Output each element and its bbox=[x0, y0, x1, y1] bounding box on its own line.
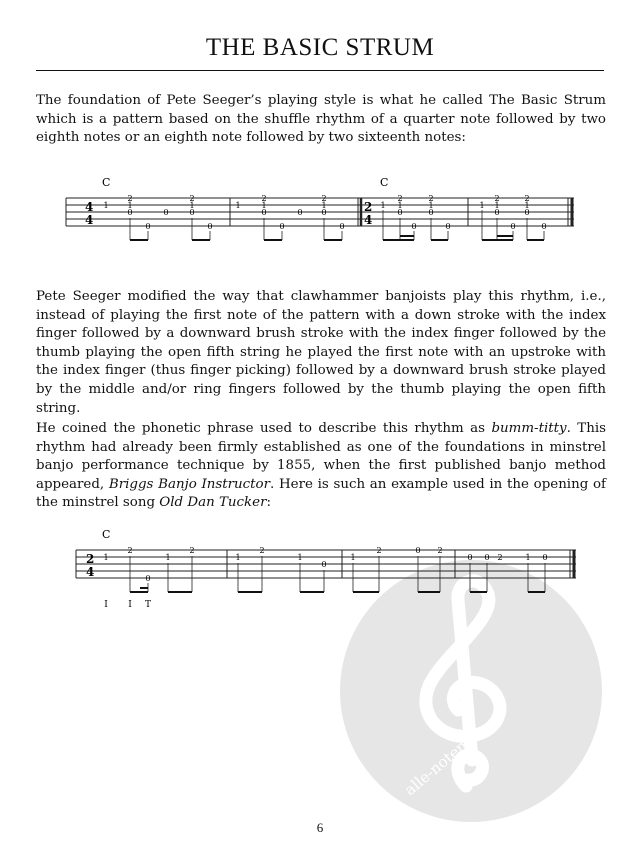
svg-text:1: 1 bbox=[165, 553, 171, 562]
svg-text:1: 1 bbox=[525, 553, 531, 562]
svg-text:0: 0 bbox=[321, 560, 327, 569]
svg-text:0: 0 bbox=[524, 208, 530, 217]
svg-text:1: 1 bbox=[235, 553, 241, 562]
page-title: THE BASIC STRUM bbox=[205, 34, 435, 61]
tab-example-1 bbox=[0, 160, 640, 250]
svg-text:2: 2 bbox=[397, 194, 403, 203]
svg-text:0: 0 bbox=[189, 208, 195, 217]
chord-label: C bbox=[102, 176, 111, 189]
svg-text:0: 0 bbox=[467, 553, 473, 562]
svg-text:2: 2 bbox=[376, 546, 382, 555]
svg-text:0: 0 bbox=[145, 574, 151, 583]
svg-text:0: 0 bbox=[445, 222, 451, 231]
svg-text:0: 0 bbox=[321, 208, 327, 217]
page-number: 6 bbox=[316, 820, 324, 835]
svg-text:1: 1 bbox=[494, 201, 500, 210]
svg-text:1: 1 bbox=[261, 201, 267, 210]
title-rule bbox=[36, 70, 604, 71]
time-signature: 4 bbox=[86, 565, 95, 579]
svg-text:1: 1 bbox=[428, 201, 434, 210]
chord-label: C bbox=[102, 528, 111, 541]
svg-text:1: 1 bbox=[350, 553, 356, 562]
svg-text:1: 1 bbox=[297, 553, 303, 562]
svg-text:0: 0 bbox=[207, 222, 213, 231]
svg-text:0: 0 bbox=[339, 222, 345, 231]
svg-text:I: I bbox=[128, 600, 132, 610]
svg-text:0: 0 bbox=[261, 208, 267, 217]
svg-text:2: 2 bbox=[428, 194, 434, 203]
svg-text:2: 2 bbox=[321, 194, 327, 203]
svg-text:1: 1 bbox=[103, 553, 109, 562]
svg-text:1: 1 bbox=[127, 201, 133, 210]
time-signature: 2 bbox=[86, 552, 95, 566]
fret-numbers bbox=[103, 194, 546, 231]
svg-text:0: 0 bbox=[279, 222, 285, 231]
svg-text:1: 1 bbox=[524, 201, 530, 210]
fret-numbers bbox=[103, 546, 547, 583]
svg-text:0: 0 bbox=[510, 222, 516, 231]
svg-text:0: 0 bbox=[428, 208, 434, 217]
note-stems bbox=[130, 556, 545, 592]
svg-text:2: 2 bbox=[127, 546, 133, 555]
svg-text:2: 2 bbox=[261, 194, 267, 203]
time-signature: 4 bbox=[364, 213, 373, 227]
svg-text:I: I bbox=[104, 600, 108, 610]
svg-text:0: 0 bbox=[163, 208, 169, 217]
svg-text:2: 2 bbox=[127, 194, 133, 203]
svg-text:2: 2 bbox=[524, 194, 530, 203]
svg-text:0: 0 bbox=[397, 208, 403, 217]
svg-text:T: T bbox=[144, 600, 152, 610]
svg-text:2: 2 bbox=[189, 194, 195, 203]
svg-text:0: 0 bbox=[484, 553, 490, 562]
fingering-labels bbox=[104, 600, 151, 610]
svg-text:2: 2 bbox=[497, 553, 503, 562]
time-signature: 4 bbox=[85, 200, 94, 214]
svg-text:2: 2 bbox=[494, 194, 500, 203]
svg-text:2: 2 bbox=[437, 546, 443, 555]
svg-text:1: 1 bbox=[479, 201, 485, 210]
paragraph-modification: Pete Seeger modified the way that clawhammer banjoists play this rhythm, i.e., instead of playing the first note of the pattern with a down stroke with the index finger followed by a downward brush stroke with the index finger followed by the thumb playing the open fifth string he played the first note with an upstroke with the index finger (thus finger picking) followed by a downward brush stroke played by the middle and/or ring fingers followed by the thumb playing the open fifth string. bbox=[36, 289, 606, 416]
svg-text:0: 0 bbox=[541, 222, 547, 231]
svg-text:1: 1 bbox=[321, 201, 327, 210]
tab-example-2 bbox=[0, 522, 640, 614]
time-signature: 4 bbox=[85, 213, 94, 227]
svg-text:0: 0 bbox=[542, 553, 548, 562]
svg-text:0: 0 bbox=[127, 208, 133, 217]
svg-text:2: 2 bbox=[189, 546, 195, 555]
watermark-text: alle-noten.de bbox=[401, 721, 489, 800]
svg-text:1: 1 bbox=[397, 201, 403, 210]
svg-text:0: 0 bbox=[297, 208, 303, 217]
svg-text:0: 0 bbox=[494, 208, 500, 217]
svg-text:1: 1 bbox=[189, 201, 195, 210]
paragraph-intro: The foundation of Pete Seeger’s playing style is what he called The Basic Strum which is a pattern based on the shuffle rhythm of a quarter note followed by two eighth notes or an eighth note followed by two sixteenth notes: bbox=[36, 93, 606, 146]
svg-text:2: 2 bbox=[259, 546, 265, 555]
svg-text:0: 0 bbox=[411, 222, 417, 231]
time-signature: 2 bbox=[364, 200, 373, 214]
svg-text:0: 0 bbox=[145, 222, 151, 231]
svg-text:1: 1 bbox=[380, 201, 386, 210]
svg-text:1: 1 bbox=[235, 201, 241, 210]
svg-text:0: 0 bbox=[415, 546, 421, 555]
chord-label: C bbox=[380, 176, 389, 189]
paragraph-bumm-titty: He coined the phonetic phrase used to describe this rhythm as bumm-titty. This rhythm had already been firmly established as one of the foundations in minstrel banjo performance technique by 1855, when the first published banjo method appeared, Briggs Banjo Instructor. Here is such an example used in the opening of the minstrel song Old Dan Tucker: bbox=[36, 421, 607, 511]
svg-text:1: 1 bbox=[103, 201, 109, 210]
